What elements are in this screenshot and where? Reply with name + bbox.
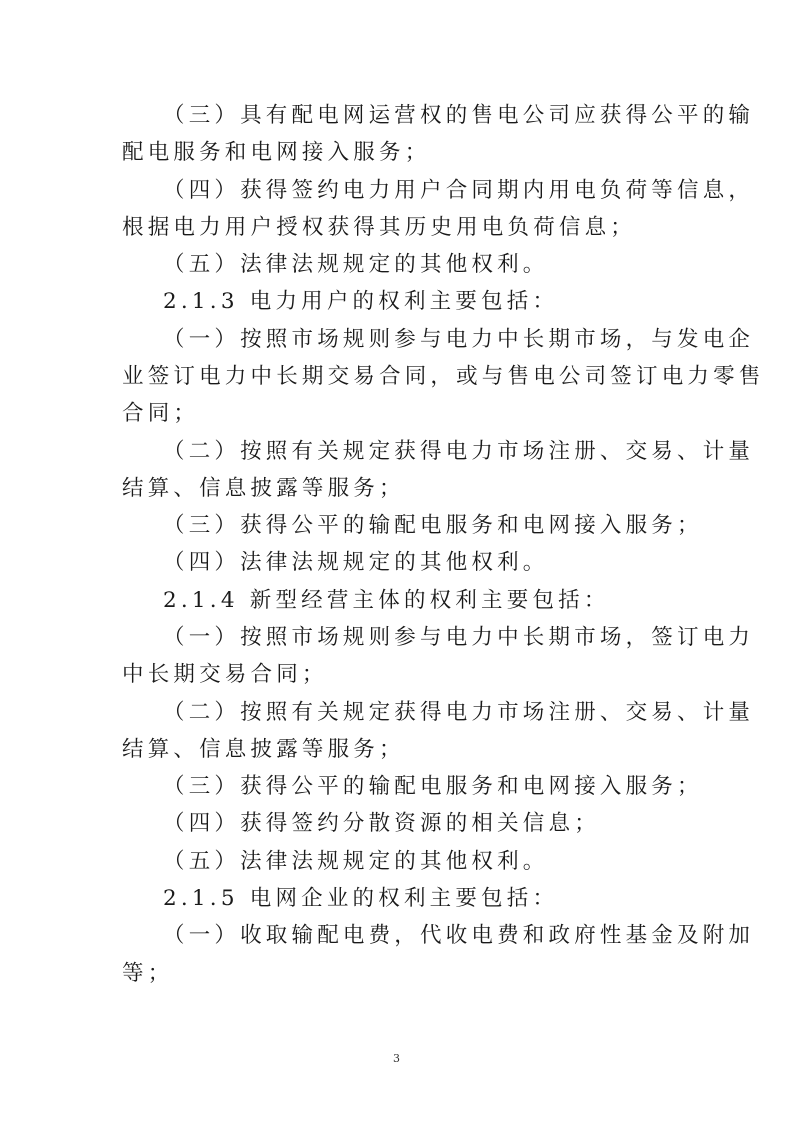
text-line: （一）按照市场规则参与电力中长期市场，与发电企 bbox=[163, 327, 755, 352]
text-line: 结算、信息披露等服务； bbox=[122, 476, 405, 501]
text-line: （三）获得公平的输配电服务和电网接入服务； bbox=[163, 774, 703, 799]
text-line: （四）获得签约分散资源的相关信息； bbox=[163, 811, 600, 836]
section-heading: 2.1.5 电网企业的权利主要包括： bbox=[163, 886, 559, 911]
section-heading: 2.1.3 电力用户的权利主要包括： bbox=[163, 289, 559, 314]
text-line: （二）按照有关规定获得电力市场注册、交易、计量 bbox=[163, 700, 755, 725]
text-line: （三）具有配电网运营权的售电公司应获得公平的输 bbox=[163, 103, 755, 128]
text-line: （五）法律法规规定的其他权利。 bbox=[163, 252, 549, 277]
text-line: 中长期交易合同； bbox=[122, 662, 328, 687]
text-line: （三）获得公平的输配电服务和电网接入服务； bbox=[163, 513, 703, 538]
text-line: （四）法律法规规定的其他权利。 bbox=[163, 550, 549, 575]
text-line: （二）按照有关规定获得电力市场注册、交易、计量 bbox=[163, 439, 755, 464]
text-line: 结算、信息披露等服务； bbox=[122, 737, 405, 762]
text-line: 等； bbox=[122, 961, 174, 986]
text-line: （一）按照市场规则参与电力中长期市场，签订电力 bbox=[163, 625, 755, 650]
section-heading: 2.1.4 新型经营主体的权利主要包括： bbox=[163, 588, 610, 613]
text-line: 配电服务和电网接入服务； bbox=[122, 140, 431, 165]
page-number: 3 bbox=[393, 1052, 400, 1065]
text-line: （一）收取输配电费，代收电费和政府性基金及附加 bbox=[163, 923, 755, 948]
text-line: （四）获得签约电力用户合同期内用电负荷等信息， bbox=[163, 178, 755, 203]
text-line: （五）法律法规规定的其他权利。 bbox=[163, 849, 549, 874]
text-line: 根据电力用户授权获得其历史用电负荷信息； bbox=[122, 215, 637, 240]
text-line: 业签订电力中长期交易合同，或与售电公司签订电力零售 bbox=[122, 364, 765, 389]
text-line: 合同； bbox=[122, 401, 200, 426]
